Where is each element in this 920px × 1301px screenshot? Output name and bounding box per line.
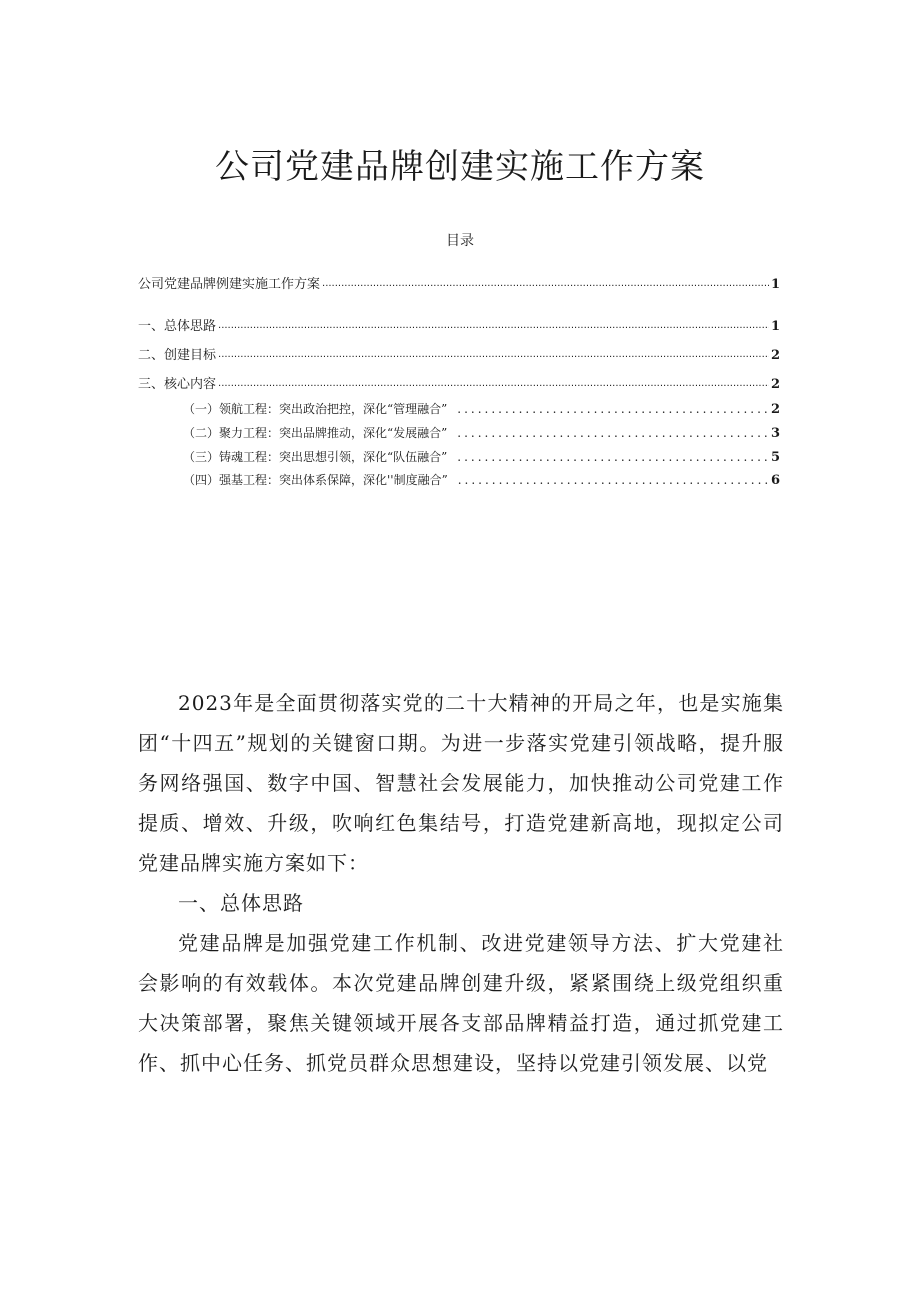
toc-entry-page: 1 [770,277,780,292]
toc-entry-text: （四）强基工程：突出体系保障，深化''制度融合” [183,473,448,487]
toc-entry-text: （三）铸魂工程：突出思想引领，深化“队伍融合” [183,450,448,464]
toc-leader-dots [218,347,769,363]
toc-entry-page: 2 [770,402,780,417]
document-body [138,683,784,1083]
toc-leader-dots [457,425,769,441]
document-title: 公司党建品牌创建实施工作方案 [215,147,705,187]
toc-entry-text: 三、核心内容 [138,377,217,392]
toc-entry[interactable] [138,272,780,292]
toc-leader-dots [457,449,769,465]
section-heading: 一、总体思路 [178,891,304,915]
toc-leader-dots [458,472,769,488]
toc-entry-page: 2 [770,377,780,392]
toc-entry[interactable] [138,314,780,334]
toc-entry[interactable] [138,372,780,392]
toc-entry-page: 3 [770,426,780,441]
toc-entry[interactable] [138,343,780,363]
toc-entry[interactable] [138,421,780,441]
toc-leader-dots [218,376,769,392]
toc-heading: 目录 [446,233,474,249]
toc-entry-page: 1 [770,319,780,334]
toc-entry[interactable] [138,445,780,465]
toc-entry-text: （一）领航工程：突出政治把控，深化“管理融合” [183,402,448,416]
toc-entry-page: 6 [770,473,780,488]
toc-entry[interactable] [138,468,780,488]
toc-entry-page: 5 [770,450,780,465]
toc-entry-text: 二、创建目标 [138,348,217,363]
toc-entry-text: 公司党建品牌例建实施工作方案 [138,277,321,292]
body-paragraph: 党建品牌是加强党建工作机制、改进党建领导方法、扩大党建社会影响的有效载体。本次党建品牌创建升级，紧紧围绕上级党组织重大决策部署，聚焦关键领域开展各支部品牌精益打造，通过抓党建工作、抓中心任务、抓党员群众思想建设，坚持以党建引领发展、以党 [138,931,784,1075]
toc-leader-dots [322,276,769,292]
toc-entry-text: （二）聚力工程：突出品牌推动，深化“发展融合” [183,426,448,440]
toc-leader-dots [218,318,769,334]
toc-entry-page: 2 [770,348,780,363]
toc-entry-text: 一、总体思路 [138,319,217,334]
toc-leader-dots [457,401,769,417]
body-paragraph: 2023年是全面贯彻落实党的二十大精神的开局之年，也是实施集团“十四五”规划的关键窗口期。为进一步落实党建引领战略，提升服务网络强国、数字中国、智慧社会发展能力，加快推动公司党建工作提质、增效、升级，吹响红色集结号，打造党建新高地，现拟定公司党建品牌实施方案如下： [138,691,784,875]
toc-entry[interactable] [138,397,780,417]
